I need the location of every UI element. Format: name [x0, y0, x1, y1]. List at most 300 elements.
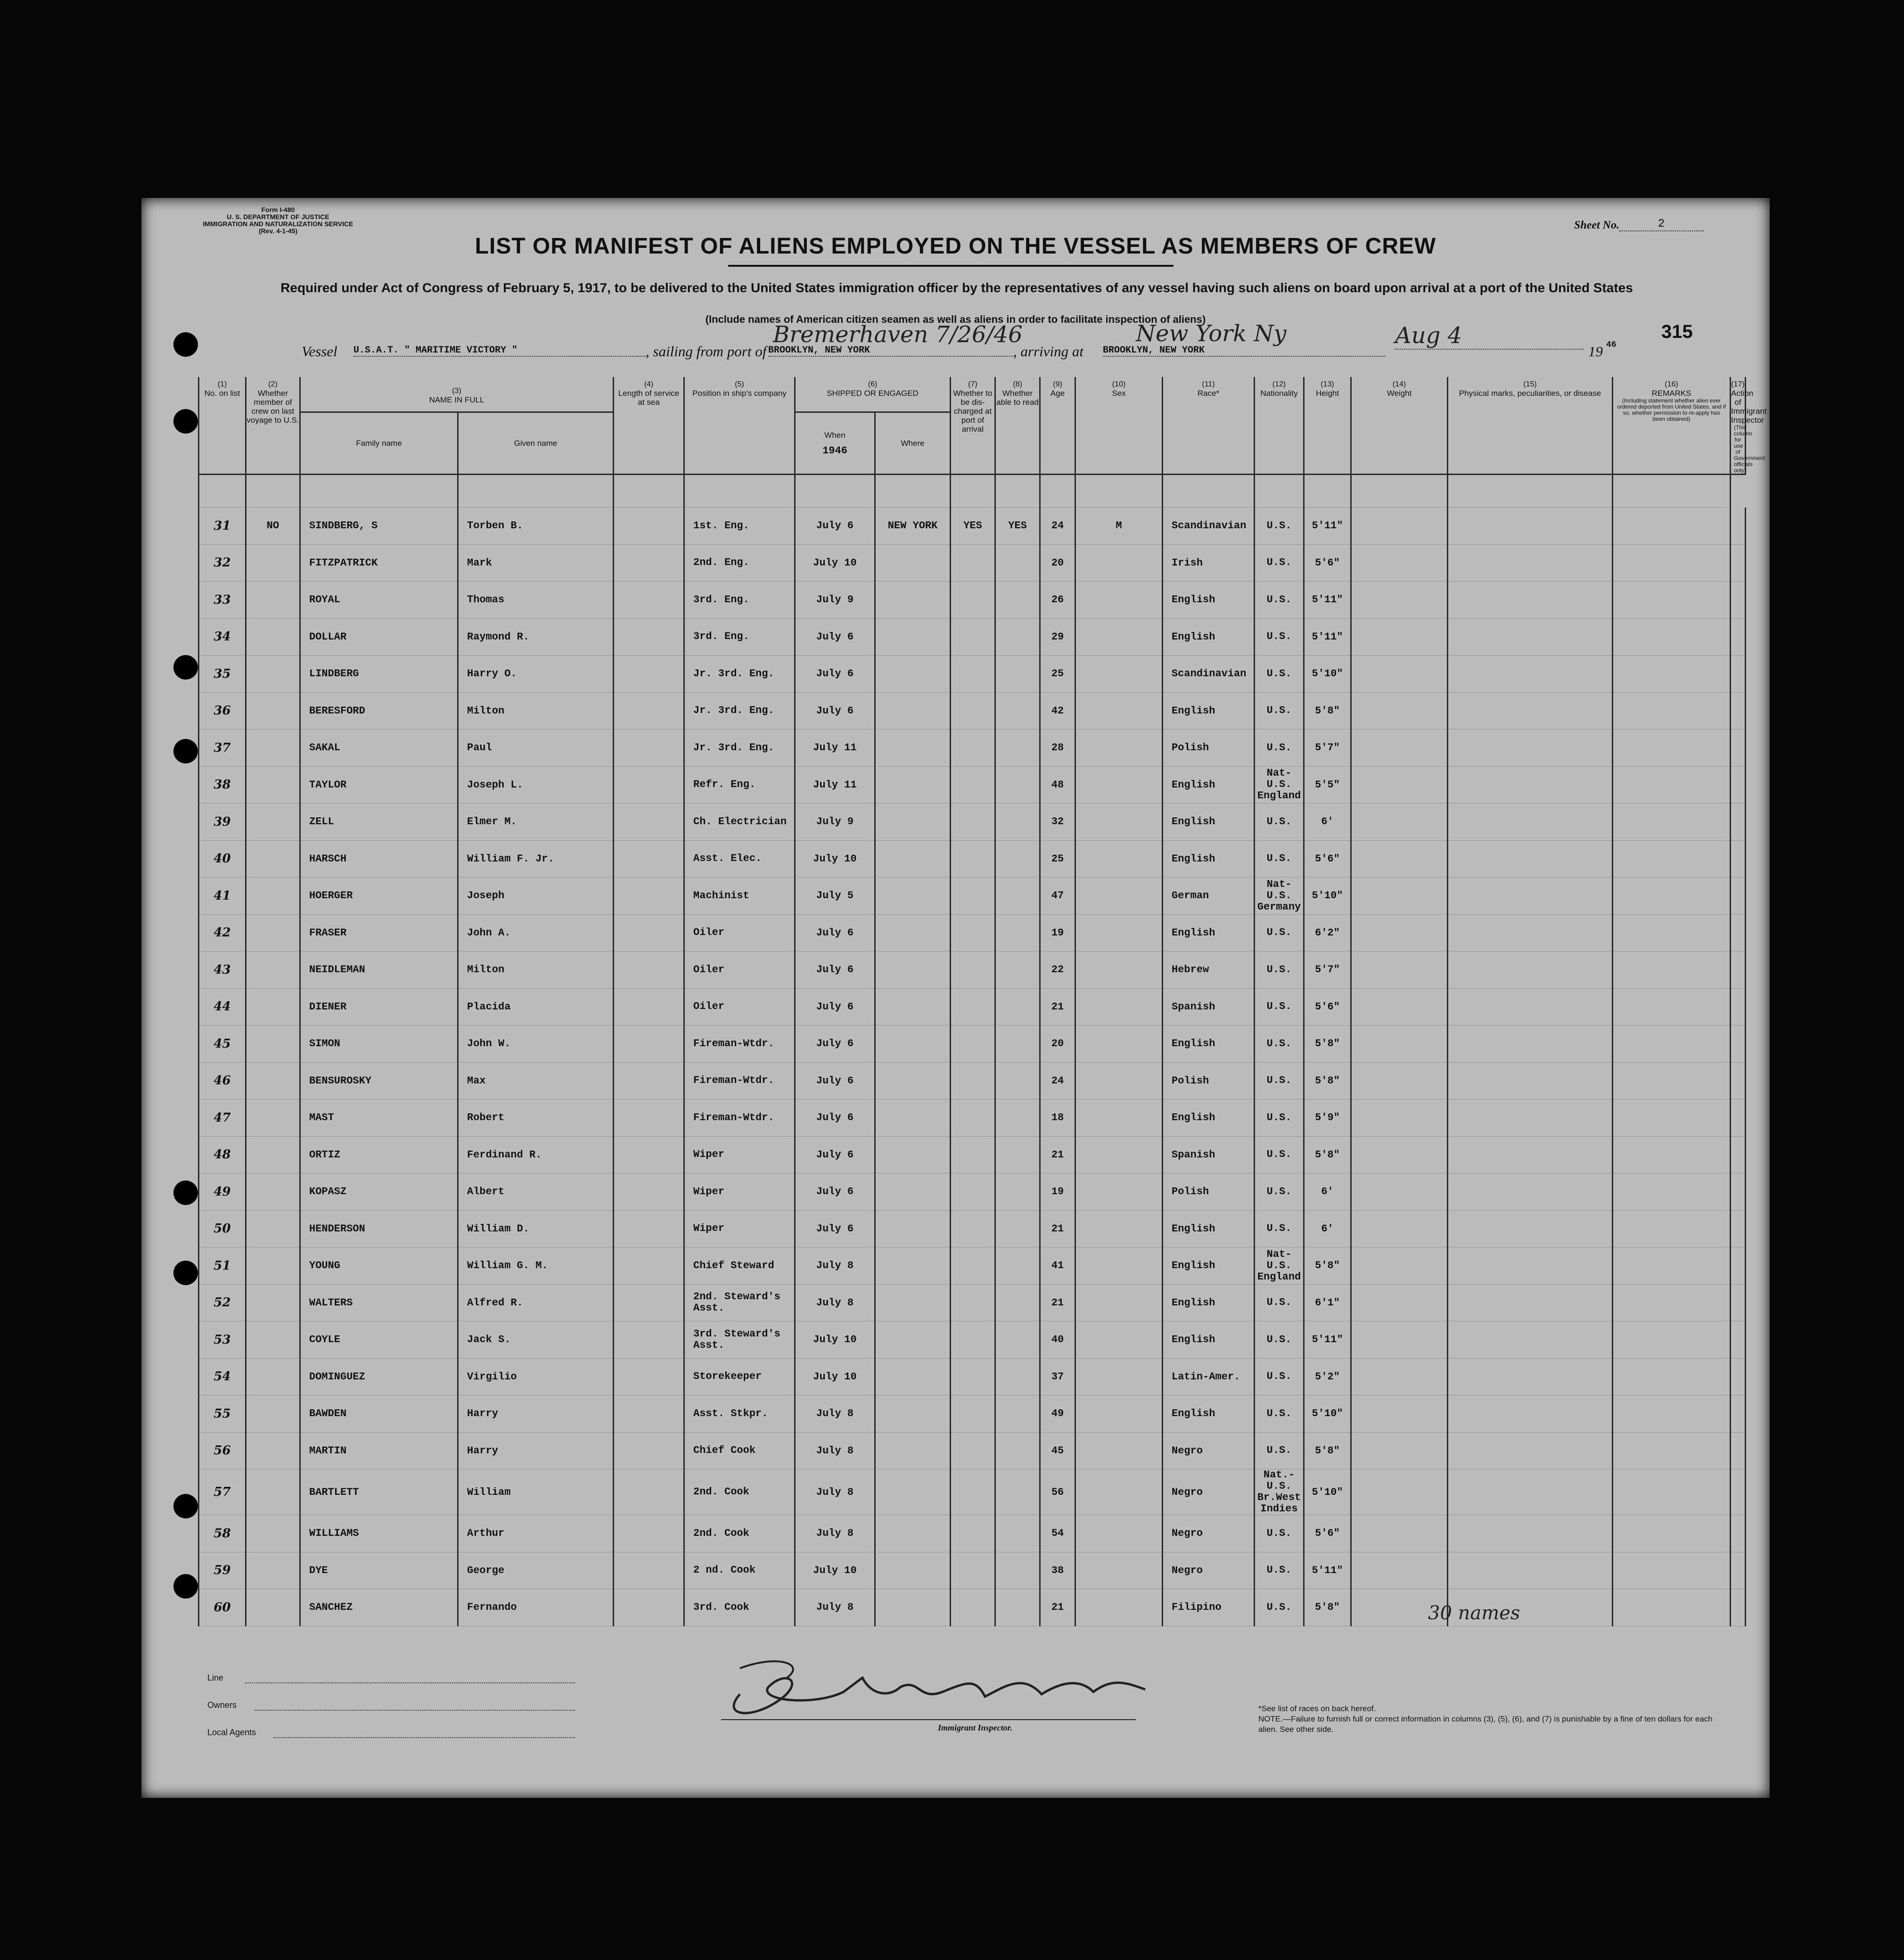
cell-shipped-when: July 10	[795, 1358, 875, 1395]
cell-height: 5'6"	[1304, 1515, 1351, 1552]
cell-position: 2 nd. Cook	[684, 1552, 795, 1589]
cell-position: 3rd. Eng.	[684, 618, 795, 656]
cell-shipped-where	[875, 730, 951, 767]
cell-race: English	[1163, 1395, 1255, 1433]
cell-able-to-read: YES	[995, 508, 1040, 545]
cell-row-number: 60	[199, 1589, 246, 1626]
cell-prev-voyage	[246, 804, 300, 841]
table-row	[199, 656, 1746, 693]
cell-inspector-action	[1731, 1552, 1746, 1589]
document-title: LIST OR MANIFEST OF ALIENS EMPLOYED ON THE VESSEL AS MEMBERS OF CREW	[475, 234, 1436, 259]
cell-family-name: FITZPATRICK	[300, 544, 458, 582]
cell-nationality: U.S.	[1255, 618, 1304, 656]
cell-height: 5'8"	[1304, 1247, 1351, 1285]
cell-given-name: Thomas	[458, 582, 614, 619]
cell-inspector-action	[1731, 1284, 1746, 1321]
punch-hole	[173, 1261, 198, 1285]
cell-discharge	[951, 1589, 995, 1626]
cell-length-of-service	[614, 656, 684, 693]
cell-inspector-action	[1731, 1062, 1746, 1099]
cell-given-name: Arthur	[458, 1515, 614, 1552]
cell-discharge	[951, 730, 995, 767]
cell-inspector-action	[1731, 1136, 1746, 1173]
cell-sex	[1075, 988, 1163, 1025]
cell-prev-voyage	[246, 1062, 300, 1099]
cell-discharge	[951, 1469, 995, 1515]
cell-age: 25	[1040, 840, 1075, 877]
cell-prev-voyage	[246, 1025, 300, 1063]
cell-shipped-when: July 11	[795, 730, 875, 767]
table-row	[199, 544, 1746, 582]
cell-shipped-where	[875, 618, 951, 656]
cell-shipped-where	[875, 1469, 951, 1515]
cell-shipped-when: July 6	[795, 1099, 875, 1137]
cell-able-to-read	[995, 804, 1040, 841]
cell-family-name: LINDBERG	[300, 656, 458, 693]
cell-family-name: WALTERS	[300, 1284, 458, 1321]
cell-shipped-where: NEW YORK	[875, 508, 951, 545]
cell-shipped-where	[875, 1358, 951, 1395]
cell-row-number: 52	[199, 1284, 246, 1321]
cell-nationality: U.S.	[1255, 508, 1304, 545]
cell-weight	[1351, 730, 1448, 767]
cell-row-number: 48	[199, 1136, 246, 1173]
cell-shipped-where	[875, 1552, 951, 1589]
cell-shipped-when: July 6	[795, 656, 875, 693]
cell-nationality: U.S.	[1255, 544, 1304, 582]
cell-given-name: William F. Jr.	[458, 840, 614, 877]
cell-discharge	[951, 877, 995, 915]
cell-discharge	[951, 1062, 995, 1099]
cell-physical-marks	[1448, 1469, 1613, 1515]
cell-given-name: John A.	[458, 914, 614, 951]
cell-family-name: SAKAL	[300, 730, 458, 767]
cell-age: 25	[1040, 656, 1075, 693]
cell-inspector-action	[1731, 1589, 1746, 1626]
cell-able-to-read	[995, 1099, 1040, 1137]
cell-position: 3rd. Steward's Asst.	[684, 1321, 795, 1359]
cell-inspector-action	[1731, 1432, 1746, 1469]
table-row	[199, 951, 1746, 989]
cell-discharge	[951, 1210, 995, 1247]
cell-remarks	[1613, 1515, 1731, 1552]
cell-sex	[1075, 951, 1163, 989]
sheet-no-label: Sheet No.	[1574, 219, 1619, 231]
cell-able-to-read	[995, 1210, 1040, 1247]
cell-nationality: U.S.	[1255, 988, 1304, 1025]
cell-age: 21	[1040, 988, 1075, 1025]
cell-given-name: Placida	[458, 988, 614, 1025]
cell-weight	[1351, 1173, 1448, 1211]
cell-inspector-action	[1731, 804, 1746, 841]
cell-sex	[1075, 840, 1163, 877]
cell-nationality: U.S.	[1255, 1136, 1304, 1173]
cell-able-to-read	[995, 618, 1040, 656]
cell-height: 5'8"	[1304, 692, 1351, 730]
cell-remarks	[1613, 692, 1731, 730]
col-shipped-header: (6) SHIPPED OR ENGAGED	[795, 377, 951, 412]
cell-row-number: 55	[199, 1395, 246, 1433]
table-row	[199, 1432, 1746, 1469]
cell-discharge	[951, 1284, 995, 1321]
cell-shipped-when: July 8	[795, 1395, 875, 1433]
cell-family-name: FRASER	[300, 914, 458, 951]
cell-prev-voyage	[246, 1589, 300, 1626]
cell-given-name: William	[458, 1469, 614, 1515]
cell-race: Scandinavian	[1163, 656, 1255, 693]
cell-shipped-when: July 8	[795, 1589, 875, 1626]
cell-able-to-read	[995, 692, 1040, 730]
cell-length-of-service	[614, 1358, 684, 1395]
cell-able-to-read	[995, 877, 1040, 915]
cell-given-name: Joseph L.	[458, 766, 614, 804]
cell-physical-marks	[1448, 988, 1613, 1025]
cell-height: 6'2"	[1304, 914, 1351, 951]
cell-inspector-action	[1731, 988, 1746, 1025]
cell-physical-marks	[1448, 618, 1613, 656]
cell-shipped-when: July 10	[795, 1321, 875, 1359]
col-service-header: (4) Length of service at sea	[614, 377, 684, 475]
cell-prev-voyage	[246, 951, 300, 989]
cell-age: 21	[1040, 1210, 1075, 1247]
table-spacer-row	[199, 475, 1746, 508]
cell-position: 2nd. Cook	[684, 1515, 795, 1552]
cell-race: English	[1163, 582, 1255, 619]
cell-given-name: Harry O.	[458, 656, 614, 693]
cell-able-to-read	[995, 656, 1040, 693]
punch-hole	[173, 1574, 198, 1599]
cell-shipped-where	[875, 1210, 951, 1247]
cell-shipped-when: July 8	[795, 1284, 875, 1321]
cell-age: 49	[1040, 1395, 1075, 1433]
cell-family-name: HARSCH	[300, 840, 458, 877]
cell-physical-marks	[1448, 582, 1613, 619]
cell-race: Polish	[1163, 1062, 1255, 1099]
cell-physical-marks	[1448, 1136, 1613, 1173]
cell-shipped-when: July 6	[795, 1136, 875, 1173]
table-row	[199, 840, 1746, 877]
cell-discharge	[951, 618, 995, 656]
col-race-header: (11) Race*	[1163, 377, 1255, 475]
cell-physical-marks	[1448, 951, 1613, 989]
cell-prev-voyage	[246, 730, 300, 767]
cell-given-name: Albert	[458, 1173, 614, 1211]
local-agents-label: Local Agents	[207, 1728, 256, 1737]
cell-physical-marks	[1448, 1062, 1613, 1099]
cell-prev-voyage	[246, 988, 300, 1025]
cell-row-number: 40	[199, 840, 246, 877]
cell-remarks	[1613, 1321, 1731, 1359]
cell-remarks	[1613, 618, 1731, 656]
cell-physical-marks	[1448, 544, 1613, 582]
cell-position: Oiler	[684, 951, 795, 989]
cell-given-name: Fernando	[458, 1589, 614, 1626]
cell-discharge	[951, 766, 995, 804]
cell-row-number: 56	[199, 1432, 246, 1469]
cell-able-to-read	[995, 544, 1040, 582]
cell-discharge	[951, 692, 995, 730]
footnotes	[1258, 1704, 1730, 1735]
cell-height: 6'	[1304, 804, 1351, 841]
cell-nationality: U.S.	[1255, 1284, 1304, 1321]
cell-inspector-action	[1731, 1469, 1746, 1515]
cell-race: English	[1163, 1025, 1255, 1063]
cell-position: 2nd. Eng.	[684, 544, 795, 582]
cell-height: 5'10"	[1304, 877, 1351, 915]
cell-able-to-read	[995, 914, 1040, 951]
cell-weight	[1351, 877, 1448, 915]
cell-position: 2nd. Steward's Asst.	[684, 1284, 795, 1321]
cell-position: Wiper	[684, 1210, 795, 1247]
cell-position: Asst. Elec.	[684, 840, 795, 877]
cell-discharge	[951, 1247, 995, 1285]
vessel-label: Vessel	[302, 343, 337, 360]
cell-inspector-action	[1731, 1247, 1746, 1285]
cell-shipped-when: July 11	[795, 766, 875, 804]
cell-height: 5'11"	[1304, 1321, 1351, 1359]
cell-length-of-service	[614, 877, 684, 915]
cell-row-number: 38	[199, 766, 246, 804]
cell-race: Polish	[1163, 730, 1255, 767]
cell-nationality: U.S.	[1255, 1432, 1304, 1469]
cell-length-of-service	[614, 544, 684, 582]
cell-nationality: U.S.	[1255, 1025, 1304, 1063]
table-row	[199, 766, 1746, 804]
cell-shipped-where	[875, 1515, 951, 1552]
cell-remarks	[1613, 1284, 1731, 1321]
table-row	[199, 618, 1746, 656]
cell-prev-voyage	[246, 544, 300, 582]
cell-sex	[1075, 1358, 1163, 1395]
cell-height: 5'2"	[1304, 1358, 1351, 1395]
cell-weight	[1351, 951, 1448, 989]
cell-age: 28	[1040, 730, 1075, 767]
cell-prev-voyage	[246, 840, 300, 877]
cell-position: Storekeeper	[684, 1358, 795, 1395]
cell-shipped-where	[875, 988, 951, 1025]
cell-weight	[1351, 1469, 1448, 1515]
cell-row-number: 57	[199, 1469, 246, 1515]
cell-shipped-when: July 8	[795, 1247, 875, 1285]
cell-inspector-action	[1731, 1395, 1746, 1433]
cell-race: Spanish	[1163, 1136, 1255, 1173]
cell-shipped-where	[875, 1284, 951, 1321]
cell-prev-voyage	[246, 1432, 300, 1469]
cell-able-to-read	[995, 1025, 1040, 1063]
cell-height: 5'10"	[1304, 1469, 1351, 1515]
cell-prev-voyage	[246, 618, 300, 656]
cell-row-number: 35	[199, 656, 246, 693]
punch-hole	[173, 1494, 198, 1518]
cell-age: 48	[1040, 766, 1075, 804]
cell-given-name: Harry	[458, 1395, 614, 1433]
table-row	[199, 508, 1746, 545]
cell-prev-voyage	[246, 1173, 300, 1211]
cell-physical-marks	[1448, 1247, 1613, 1285]
cell-given-name: John W.	[458, 1025, 614, 1063]
cell-age: 40	[1040, 1321, 1075, 1359]
cell-length-of-service	[614, 508, 684, 545]
cell-remarks	[1613, 914, 1731, 951]
table-row	[199, 1099, 1746, 1137]
cell-family-name: KOPASZ	[300, 1173, 458, 1211]
cell-race: English	[1163, 766, 1255, 804]
col-where-header: Where	[875, 412, 951, 474]
cell-remarks	[1613, 1247, 1731, 1285]
cell-shipped-when: July 10	[795, 1552, 875, 1589]
cell-position: Chief Cook	[684, 1432, 795, 1469]
cell-race: English	[1163, 618, 1255, 656]
cell-physical-marks	[1448, 1099, 1613, 1137]
cell-given-name: Jack S.	[458, 1321, 614, 1359]
cell-physical-marks	[1448, 1173, 1613, 1211]
arriving-port: BROOKLYN, NEW YORK	[1103, 345, 1386, 357]
cell-weight	[1351, 1247, 1448, 1285]
cell-height: 5'8"	[1304, 1136, 1351, 1173]
cell-family-name: MAST	[300, 1099, 458, 1137]
cell-weight	[1351, 508, 1448, 545]
cell-race: Polish	[1163, 1173, 1255, 1211]
cell-given-name: Harry	[458, 1432, 614, 1469]
table-row	[199, 1136, 1746, 1173]
cell-length-of-service	[614, 1589, 684, 1626]
cell-height: 5'6"	[1304, 840, 1351, 877]
cell-shipped-when: July 6	[795, 1062, 875, 1099]
cell-position: Fireman-Wtdr.	[684, 1062, 795, 1099]
cell-shipped-where	[875, 1432, 951, 1469]
footnote-races: *See list of races on back hereof.	[1258, 1704, 1376, 1713]
cell-weight	[1351, 766, 1448, 804]
cell-nationality: U.S.	[1255, 951, 1304, 989]
cell-race: English	[1163, 840, 1255, 877]
cell-physical-marks	[1448, 766, 1613, 804]
cell-row-number: 41	[199, 877, 246, 915]
cell-race: Irish	[1163, 544, 1255, 582]
cell-shipped-where	[875, 1589, 951, 1626]
cell-weight	[1351, 1210, 1448, 1247]
cell-row-number: 42	[199, 914, 246, 951]
cell-remarks	[1613, 1099, 1731, 1137]
cell-age: 21	[1040, 1589, 1075, 1626]
cell-row-number: 32	[199, 544, 246, 582]
cell-able-to-read	[995, 582, 1040, 619]
cell-race: English	[1163, 804, 1255, 841]
cell-nationality: U.S.	[1255, 730, 1304, 767]
cell-family-name: DOMINGUEZ	[300, 1358, 458, 1395]
cell-sex	[1075, 1515, 1163, 1552]
cell-weight	[1351, 618, 1448, 656]
cell-prev-voyage	[246, 1515, 300, 1552]
cell-length-of-service	[614, 766, 684, 804]
cell-position: Fireman-Wtdr.	[684, 1025, 795, 1063]
cell-nationality: U.S.	[1255, 1173, 1304, 1211]
cell-discharge	[951, 1136, 995, 1173]
cell-length-of-service	[614, 1321, 684, 1359]
cell-given-name: William D.	[458, 1210, 614, 1247]
cell-inspector-action	[1731, 582, 1746, 619]
cell-length-of-service	[614, 988, 684, 1025]
cell-sex	[1075, 544, 1163, 582]
cell-nationality: U.S.	[1255, 914, 1304, 951]
cell-remarks	[1613, 730, 1731, 767]
cell-remarks	[1613, 840, 1731, 877]
cell-shipped-where	[875, 1247, 951, 1285]
cell-age: 21	[1040, 1284, 1075, 1321]
cell-family-name: MARTIN	[300, 1432, 458, 1469]
cell-length-of-service	[614, 1395, 684, 1433]
cell-age: 26	[1040, 582, 1075, 619]
cell-sex	[1075, 1589, 1163, 1626]
cell-remarks	[1613, 1395, 1731, 1433]
remarks-handwritten: 30 names	[1428, 1602, 1520, 1624]
cell-length-of-service	[614, 804, 684, 841]
cell-length-of-service	[614, 1284, 684, 1321]
cell-shipped-when: July 6	[795, 1173, 875, 1211]
cell-height: 5'6"	[1304, 988, 1351, 1025]
cell-inspector-action	[1731, 1173, 1746, 1211]
cell-race: English	[1163, 1099, 1255, 1137]
cell-row-number: 51	[199, 1247, 246, 1285]
manifest-sheet	[141, 198, 1770, 1798]
cell-weight	[1351, 804, 1448, 841]
cell-height: 5'8"	[1304, 1432, 1351, 1469]
cell-height: 5'10"	[1304, 1395, 1351, 1433]
cell-shipped-when: July 6	[795, 914, 875, 951]
cell-family-name: NEIDLEMAN	[300, 951, 458, 989]
cell-length-of-service	[614, 1173, 684, 1211]
signature-drawing	[721, 1649, 1239, 1725]
cell-inspector-action	[1731, 692, 1746, 730]
cell-shipped-where	[875, 914, 951, 951]
cell-discharge	[951, 582, 995, 619]
cell-weight	[1351, 1515, 1448, 1552]
cell-age: 24	[1040, 1062, 1075, 1099]
cell-shipped-when: July 8	[795, 1515, 875, 1552]
cell-sex	[1075, 582, 1163, 619]
cell-family-name: WILLIAMS	[300, 1515, 458, 1552]
cell-row-number: 37	[199, 730, 246, 767]
cell-family-name: ORTIZ	[300, 1136, 458, 1173]
cell-shipped-where	[875, 582, 951, 619]
cell-sex	[1075, 1062, 1163, 1099]
cell-family-name: BARTLETT	[300, 1469, 458, 1515]
cell-length-of-service	[614, 1469, 684, 1515]
cell-inspector-action	[1731, 914, 1746, 951]
table-row	[199, 1062, 1746, 1099]
cell-shipped-where	[875, 951, 951, 989]
cell-shipped-when: July 6	[795, 508, 875, 545]
table-row	[199, 692, 1746, 730]
table-row	[199, 914, 1746, 951]
cell-inspector-action	[1731, 1210, 1746, 1247]
table-row	[199, 1321, 1746, 1359]
page-number: 315	[1661, 321, 1693, 342]
cell-position: Refr. Eng.	[684, 766, 795, 804]
cell-race: Spanish	[1163, 988, 1255, 1025]
cell-nationality: U.S.	[1255, 1395, 1304, 1433]
cell-discharge: YES	[951, 508, 995, 545]
cell-weight	[1351, 1025, 1448, 1063]
table-row	[199, 1515, 1746, 1552]
cell-race: Scandinavian	[1163, 508, 1255, 545]
cell-shipped-where	[875, 544, 951, 582]
cell-shipped-when: July 9	[795, 582, 875, 619]
sailing-port: BROOKLYN, NEW YORK	[768, 345, 1013, 357]
cell-prev-voyage	[246, 582, 300, 619]
cell-weight	[1351, 988, 1448, 1025]
cell-family-name: BENSUROSKY	[300, 1062, 458, 1099]
cell-prev-voyage	[246, 1469, 300, 1515]
